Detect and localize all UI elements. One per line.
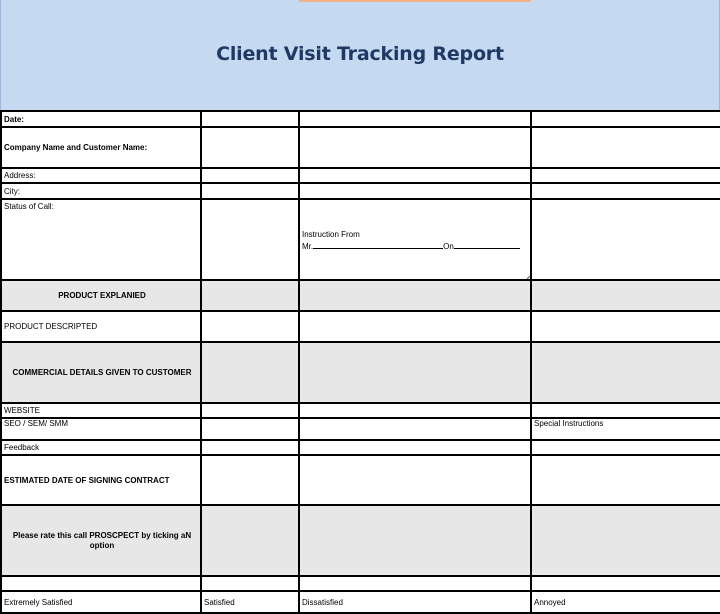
cell-web-c[interactable]: [299, 403, 531, 418]
label-address: Address:: [1, 168, 201, 183]
cell-fb-c[interactable]: [299, 440, 531, 455]
row-status-call: [1, 199, 720, 280]
cell-pd-b[interactable]: [201, 311, 299, 342]
row-date: [1, 111, 720, 127]
report-title: Client Visit Tracking Report: [216, 43, 504, 65]
row-address: [1, 168, 720, 183]
cell-city-d[interactable]: [531, 183, 720, 199]
cell-web-b[interactable]: [201, 403, 299, 418]
row-product-explained: [1, 280, 720, 311]
row-commercial: [1, 342, 720, 403]
label-estimated-date: ESTIMATED DATE OF SIGNING CONTRACT: [1, 455, 201, 505]
row-website: [1, 403, 720, 418]
title-band: [0, 0, 720, 110]
label-product-explained: PRODUCT EXPLANIED: [1, 280, 201, 311]
resize-handle[interactable]: [527, 276, 531, 280]
label-city: City:: [1, 183, 201, 199]
cell-sp-b[interactable]: [201, 576, 299, 591]
cell-fb-b[interactable]: [201, 440, 299, 455]
cell-pd-d[interactable]: [531, 311, 720, 342]
report-table: [0, 110, 720, 614]
row-city: [1, 183, 720, 199]
cell-date-b[interactable]: [201, 111, 299, 127]
cell-company-d[interactable]: [531, 127, 720, 168]
cell-rate-d[interactable]: [531, 505, 720, 576]
label-rate-call: Please rate this call PROSCPECT by ticking aN option: [1, 505, 201, 576]
cell-pe-d[interactable]: [531, 280, 720, 311]
cell-address-b[interactable]: [201, 168, 299, 183]
cell-seo-b[interactable]: [201, 418, 299, 440]
label-commercial: COMMERCIAL DETAILS GIVEN TO CUSTOMER: [1, 342, 201, 403]
label-status-call: Status of Call:: [1, 199, 201, 280]
cell-est-d[interactable]: [531, 455, 720, 505]
on-blank[interactable]: [454, 240, 520, 249]
cell-est-c[interactable]: [299, 455, 531, 505]
option-extremely-satisfied[interactable]: Extremely Satisfied: [1, 591, 201, 613]
label-seo: SEO / SEM/ SMM: [1, 418, 201, 440]
row-company: [1, 127, 720, 168]
cell-company-b[interactable]: [201, 127, 299, 168]
label-special-instructions: Special Instructions: [531, 418, 720, 440]
instruction-text: [302, 230, 520, 252]
cell-date-d[interactable]: [531, 111, 720, 127]
cell-sp-c[interactable]: [299, 576, 531, 591]
label-product-described: PRODUCT DESCRIPTED: [1, 311, 201, 342]
instruction-box[interactable]: [299, 199, 531, 280]
mr-label: Mr.: [302, 242, 314, 251]
option-dissatisfied[interactable]: Dissatisfied: [299, 591, 531, 613]
cell-city-c[interactable]: [299, 183, 531, 199]
cell-status-d[interactable]: [531, 199, 720, 280]
label-website: WEBSITE: [1, 403, 201, 418]
row-rate-call: [1, 505, 720, 576]
label-date: Date:: [1, 111, 201, 127]
label-company: Company Name and Customer Name:: [1, 127, 201, 168]
option-satisfied[interactable]: Satisfied: [201, 591, 299, 613]
row-seo: [1, 418, 720, 440]
cell-pd-c[interactable]: [299, 311, 531, 342]
cell-rate-c[interactable]: [299, 505, 531, 576]
cell-com-c[interactable]: [299, 342, 531, 403]
cell-est-b[interactable]: [201, 455, 299, 505]
row-rating-options: [1, 591, 720, 613]
cell-com-d[interactable]: [531, 342, 720, 403]
cell-rate-b[interactable]: [201, 505, 299, 576]
cell-status-b[interactable]: [201, 199, 299, 280]
mr-blank[interactable]: [313, 240, 443, 249]
row-estimated-date: [1, 455, 720, 505]
cell-address-d[interactable]: [531, 168, 720, 183]
cell-company-c[interactable]: [299, 127, 531, 168]
cell-sp-a[interactable]: [1, 576, 201, 591]
cell-date-c[interactable]: [299, 111, 531, 127]
cell-web-d[interactable]: [531, 403, 720, 418]
instruction-line: [302, 240, 520, 252]
on-label: On: [443, 242, 454, 251]
row-spacer: [1, 576, 720, 591]
label-feedback: Feedback: [1, 440, 201, 455]
cell-pe-c[interactable]: [299, 280, 531, 311]
row-feedback: [1, 440, 720, 455]
cell-com-b[interactable]: [201, 342, 299, 403]
cell-address-c[interactable]: [299, 168, 531, 183]
row-product-described: [1, 311, 720, 342]
cell-pe-b[interactable]: [201, 280, 299, 311]
cell-city-b[interactable]: [201, 183, 299, 199]
cell-sp-d[interactable]: [531, 576, 720, 591]
cell-fb-d[interactable]: [531, 440, 720, 455]
cell-seo-c[interactable]: [299, 418, 531, 440]
title-accent-line: [299, 0, 531, 2]
option-annoyed[interactable]: Annoyed: [531, 591, 720, 613]
instruction-from-label: Instruction From: [302, 230, 360, 239]
